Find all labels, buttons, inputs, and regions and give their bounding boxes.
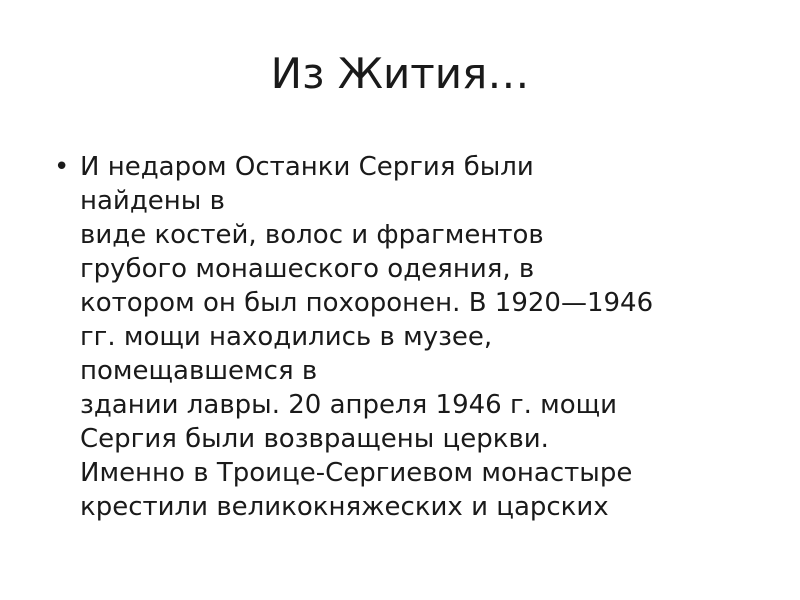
body-text-line: грубого монашеского одеяния, в [80, 254, 535, 284]
body-text-line: Сергия были возвращены церкви. [80, 424, 549, 454]
body-text-line: гг. мощи находились в музее, [80, 322, 493, 352]
slide-title: Из Жития… [270, 49, 530, 98]
body-text-line: виде костей, волос и фрагментов [80, 220, 544, 250]
bullet-item [54, 150, 794, 524]
body-text-line: здании лавры. 20 апреля 1946 г. мощи [80, 390, 618, 420]
body-text-line: И недаром Останки Сергия были [80, 152, 534, 182]
body-text-line: Именно в Троице-Сергиевом монастыре [80, 458, 633, 488]
body-text-line: котором он был похоронен. В 1920—1946 [80, 288, 654, 318]
bullet-marker: • [54, 152, 70, 182]
body-text-line: крестили великокняжеских и царских [80, 492, 609, 522]
body-text-line: помещавшемся в [80, 356, 318, 386]
bullet-list [54, 150, 794, 524]
body-text-line: найдены в [80, 186, 225, 216]
